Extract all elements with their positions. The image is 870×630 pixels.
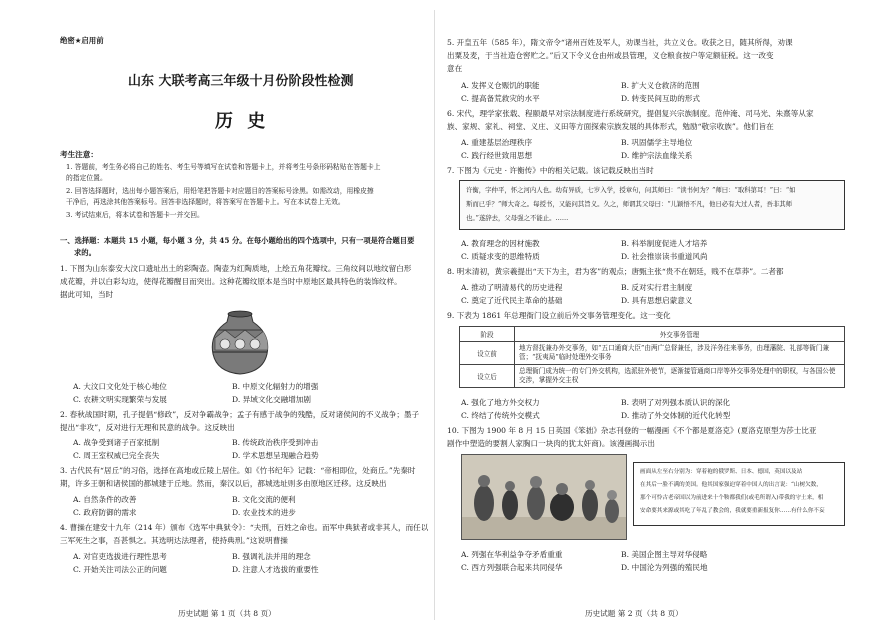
cartoon-caption-line: 那个可怜古老帝国以为前进来十个鞍都我们(或毛所谓入)带我的守土来，相 xyxy=(640,495,824,501)
notice-line: 1. 答题前，考生务必将自己的姓名、考生号等填写在试卷和答题卡上，并将考生号条形码粘贴在答题卡上 xyxy=(66,163,381,171)
cartoon-caption-line: 画面从左至右分别为：穿着袍的俄罗斯、日本、德国，英国以及站 xyxy=(640,469,803,475)
page-footer: 历史试题 第 2 页（共 8 页） xyxy=(585,609,683,618)
q9-option-a[interactable]: A. 强化了地方外交权力 xyxy=(461,398,540,407)
q7-quote-line: 也。”遂辞去，父母强之不能止。…… xyxy=(466,214,569,222)
q6-option-d[interactable]: D. 维护宗法血缘关系 xyxy=(621,151,693,160)
painted-pottery-pot-image xyxy=(207,304,273,376)
notice-line: 3. 考试结束后，将本试卷和答题卡一并交回。 xyxy=(66,211,204,219)
table-cell: 总理衙门成为统一的专门外交机构，选派驻外使节，逐渐接管通商口岸等外交事务处理中的职权，与各国公使交涉，掌握外交主权 xyxy=(515,364,845,387)
q4-stem: 4. 曹操在建安十九年（214 年）颁布《选军中典狱令》：“夫刑，百姓之命也。而军中典狱者或非其人，而任以 xyxy=(60,523,429,532)
notice-line: 2. 回答选择题时，选出每小题答案后，用铅笔把答题卡对应题目的答案标号涂黑。如需改动，用橡皮擦 xyxy=(66,187,374,195)
q3-option-b[interactable]: B. 文化交流的便利 xyxy=(232,495,296,504)
exam-title: 山东 大联考高三年级十月份阶段性检测 xyxy=(128,74,354,89)
q6-option-c[interactable]: C. 践行经世致用思想 xyxy=(461,151,533,160)
q1-stem: 据此可知，当时 xyxy=(60,290,114,299)
cartoon-figures-image xyxy=(462,455,626,539)
q5-stem: 5. 开皇五年（585 年），隋文帝令“诸州百姓及军人，劝课当社，共立义仓。收获之日，随其所得，劝课 xyxy=(447,38,793,47)
q9-stem: 9. 下表为 1861 年总理衙门设立前后外交事务管理变化。这一变化 xyxy=(447,311,671,320)
q7-option-d[interactable]: D. 社会推崇读书重道风尚 xyxy=(621,252,708,261)
q6-stem: 6. 宋代，理学家张载、程颐最早对宗法制度进行系统研究，提倡复兴宗族制度。范仲淹、司马光、朱熹等从家 xyxy=(447,109,814,118)
q7-quote-box xyxy=(459,180,845,230)
q2-stem: 提出“非攻”，反对进行无理和民意的战争。这反映出 xyxy=(60,423,235,432)
table-cell: 地方督抚兼办外交事务，如“五口通商大臣”由两广总督兼任，涉及洋务往来事务，由理藩院、礼部等衙门兼管；“抚夷局”临时处理外交事务 xyxy=(515,342,845,365)
q3-option-a[interactable]: A. 自然条件的改善 xyxy=(73,495,137,504)
q5-option-c[interactable]: C. 提高备荒救灾的水平 xyxy=(461,94,540,103)
q7-quote-line: 斯而已乎？”师大奇之。每授书，又能问其旨义。久之，师谓其父母曰：“儿颖悟不凡，他日必有大过人者，吾非其师 xyxy=(466,200,793,208)
page-footer: 历史试题 第 1 页（共 8 页） xyxy=(178,609,276,618)
q10-option-b[interactable]: B. 美国企图主导对华侵略 xyxy=(621,550,708,559)
q7-stem: 7. 下图为《元史 · 许衡传》中的相关记载。该记载反映出当时 xyxy=(447,166,654,175)
table-header-cell: 阶段 xyxy=(460,327,515,342)
q3-stem: 3. 古代民有“居丘”的习俗，选择在高地或丘陵上居住。如《竹书纪年》记载：“帝相即位，处商丘。”先秦时 xyxy=(60,466,416,475)
q3-option-d[interactable]: D. 农业技术的进步 xyxy=(232,508,296,517)
q3-option-c[interactable]: C. 政府防御的需求 xyxy=(73,508,137,517)
q9-option-d[interactable]: D. 推动了外交体制的近代化转型 xyxy=(621,411,731,420)
cartoon-caption-box xyxy=(633,462,845,526)
table-header-row xyxy=(460,327,845,342)
subject-title: 历 史 xyxy=(215,111,270,132)
secret-label: 绝密★启用前 xyxy=(60,36,104,45)
notice-title: 考生注意： xyxy=(60,150,98,159)
q1-option-a[interactable]: A. 大汶口文化处于核心地位 xyxy=(73,382,167,391)
q5-option-d[interactable]: D. 转变民间互助的形式 xyxy=(621,94,700,103)
q10-stem: 10. 下图为 1900 年 8 月 15 日英国《笨拙》杂志刊登的一幅漫画《不个都是夏洛克》(夏洛克原型为莎士比亚 xyxy=(447,426,817,435)
q2-option-d[interactable]: D. 学术思想呈现融合趋势 xyxy=(232,451,319,460)
table-row xyxy=(460,342,845,365)
q5-stem: 出粟及麦，于当社造仓窖贮之。”后又下令义仓由州或县管理，义仓粮食按户等定额征税。这一改变 xyxy=(447,51,774,60)
table-cell: 设立前 xyxy=(460,342,515,365)
right-page xyxy=(435,0,870,630)
q1-stem: 1. 下图为山东泰安大汶口遗址出土的彩陶壶。陶壶为红陶质地，上绘五角花瓣纹。三角纹间以地纹留白形 xyxy=(60,264,412,273)
q1-option-b[interactable]: B. 中原文化辐射力的增强 xyxy=(232,382,319,391)
q4-option-a[interactable]: A. 对官吏选拔进行理性思考 xyxy=(73,552,167,561)
cartoon-caption-line: 在其后一脸不满的美国。他其国家强迫穿着中国人的出言说：“山树欠数， xyxy=(640,482,822,488)
q8-option-b[interactable]: B. 反对实行君主制度 xyxy=(621,283,693,292)
section-title-cont: 求的。 xyxy=(74,248,96,257)
q9-option-b[interactable]: B. 表明了对列强本质认识的深化 xyxy=(621,398,731,407)
q8-option-d[interactable]: D. 具有思想启蒙意义 xyxy=(621,296,693,305)
q3-stem: 期，许多王朝和诸侯国的都城建于丘地。然而，秦汉以后，都城选址则多由原地区迁移。这反映出 xyxy=(60,479,387,488)
q5-option-a[interactable]: A. 发挥义仓赈饥的职能 xyxy=(461,81,540,90)
q1-option-c[interactable]: C. 农耕文明实现繁荣与发展 xyxy=(73,395,167,404)
q9-table xyxy=(459,326,845,388)
q10-option-d[interactable]: D. 中国沦为列强的殖民地 xyxy=(621,563,708,572)
q7-option-c[interactable]: C. 质疑求变的思维特质 xyxy=(461,252,540,261)
q4-option-c[interactable]: C. 开始关注司法公正的问题 xyxy=(73,565,167,574)
table-row xyxy=(460,364,845,387)
table-cell: 设立后 xyxy=(460,364,515,387)
notice-line: 的指定位置。 xyxy=(66,174,107,182)
q2-stem: 2. 春秋战国时期，孔子提倡“修政”，反对争霸战争；孟子有感于战争的残酷，反对诸侯间的不义战争；墨子 xyxy=(60,410,420,419)
q7-quote-line: 许衡，字仲平，怀之河内人也。幼有异质，七岁入学，授章句，问其师曰：“读书何为？”师曰：“取科第耳！”曰：“如 xyxy=(466,186,796,194)
notice-line: 干净后，再选涂其他答案标号。回答非选择题时，将答案写在答题卡上。写在本试卷上无效。 xyxy=(66,198,345,206)
q5-stem: 意在 xyxy=(447,64,463,73)
q1-option-d[interactable]: D. 异域文化交融增加剧 xyxy=(232,395,311,404)
q9-option-c[interactable]: C. 终结了传统外交模式 xyxy=(461,411,540,420)
q2-option-c[interactable]: C. 周王室权威已完全丧失 xyxy=(73,451,160,460)
q8-stem: 8. 明末清初，黄宗羲提出“天下为主，君为客”的观点；唐甄主张“贵不在朝廷，贱不在草莽”。二者都 xyxy=(447,267,784,276)
q4-option-d[interactable]: D. 注意人才选拔的重要性 xyxy=(232,565,319,574)
q10-stem: 剧作中塑造的要割人家胸口一块肉的犹太奸商)。该漫画揭示出 xyxy=(447,439,655,448)
q2-option-b[interactable]: B. 传统政治秩序受到冲击 xyxy=(232,438,319,447)
q7-option-b[interactable]: B. 科举制度促进人才培养 xyxy=(621,239,708,248)
q8-option-c[interactable]: C. 奠定了近代民主革命的基础 xyxy=(461,296,563,305)
q10-option-a[interactable]: A. 列强在华利益争夺矛盾重重 xyxy=(461,550,563,559)
q7-option-a[interactable]: A. 教育理念的因材施教 xyxy=(461,239,540,248)
cartoon-image xyxy=(461,454,627,540)
q5-option-b[interactable]: B. 扩大义仓救济的范围 xyxy=(621,81,700,90)
q8-option-a[interactable]: A. 推动了明清易代的历史进程 xyxy=(461,283,563,292)
q6-stem: 族、家规、家礼、祠堂、义庄、义田等方面探索宗族发展的具体形式，勉励“敬宗收族”。他们旨在 xyxy=(447,122,774,131)
cartoon-caption-line: 安命要其来源或其吃了年乱了教会的，我就要重新报复你……有什么你不妄 xyxy=(640,508,825,514)
table-header-cell: 外交事务管理 xyxy=(515,327,845,342)
section-title: 一、选择题：本题共 15 小题，每小题 3 分，共 45 分。在每小题给出的四个选项中，只有一项是符合题目要 xyxy=(60,236,415,245)
q10-option-c[interactable]: C. 西方列强联合起来共同侵华 xyxy=(461,563,563,572)
q4-stem: 三军死生之事，吾甚惧之。其选明达法理者，使持典刑。”这说明曹操 xyxy=(60,536,288,545)
q4-option-b[interactable]: B. 强调礼法并用的理念 xyxy=(232,552,311,561)
q2-option-a[interactable]: A. 战争受到诸子百家抵制 xyxy=(73,438,160,447)
q6-option-b[interactable]: B. 巩固儒学主导地位 xyxy=(621,138,693,147)
q6-option-a[interactable]: A. 重建基层治理秩序 xyxy=(461,138,533,147)
q1-stem: 成花瓣，并以白彩勾边，使得花瓣醒目而突出。这种花瓣纹原本是当时中原地区最具特色的装饰纹样。 xyxy=(60,277,402,286)
